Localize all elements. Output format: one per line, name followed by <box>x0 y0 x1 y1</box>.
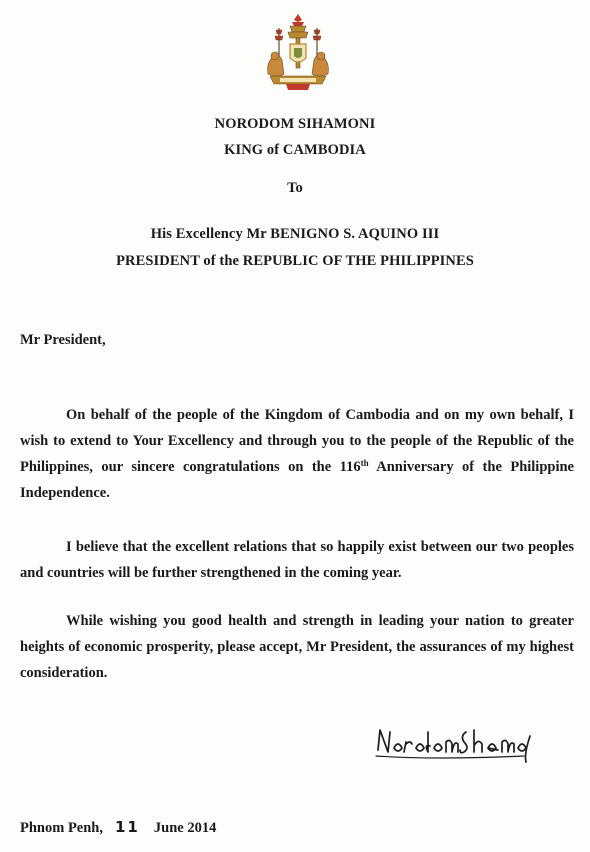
handwritten-signature-icon <box>374 722 534 764</box>
handwritten-day: 11 <box>115 818 140 836</box>
paragraph-relations: I believe that the excellent relations that so happily exist between our two peoples and countries will be further strengthened in the coming year. <box>20 539 574 581</box>
paragraph-closing: While wishing you good health and strength in leading your nation to greater heights of economic prosperity, please accept, Mr President, the assurances of my highest consideration. <box>20 613 574 681</box>
place-name: Phnom Penh, <box>20 820 103 836</box>
date-line <box>20 818 216 837</box>
paragraph-congratulations-text: On behalf of the people of the Kingdom of Cambodia and on my own behalf, I wish to extend to Your Excellency and through you to the people of the Republic of the Philippines, our sincere congratulations on the 116 <box>20 407 574 475</box>
salutation: Mr President, <box>20 332 106 348</box>
recipient-name: His Excellency Mr BENIGNO S. AQUINO III <box>150 226 440 242</box>
paragraph-congratulations-text-end: Anniversary of the Philippine Independence. <box>20 459 574 501</box>
ordinal-suffix: th <box>360 458 369 468</box>
month-year: June 2014 <box>153 820 217 836</box>
sender-name: NORODOM SIHAMONI <box>214 116 376 132</box>
to-word: To <box>287 180 303 196</box>
sender-title: KING of CAMBODIA <box>224 142 366 158</box>
paragraph-congratulations <box>20 402 574 506</box>
recipient-title: PRESIDENT of the REPUBLIC OF THE PHILIPPINES <box>116 253 474 269</box>
royal-coat-of-arms-icon <box>262 12 334 92</box>
